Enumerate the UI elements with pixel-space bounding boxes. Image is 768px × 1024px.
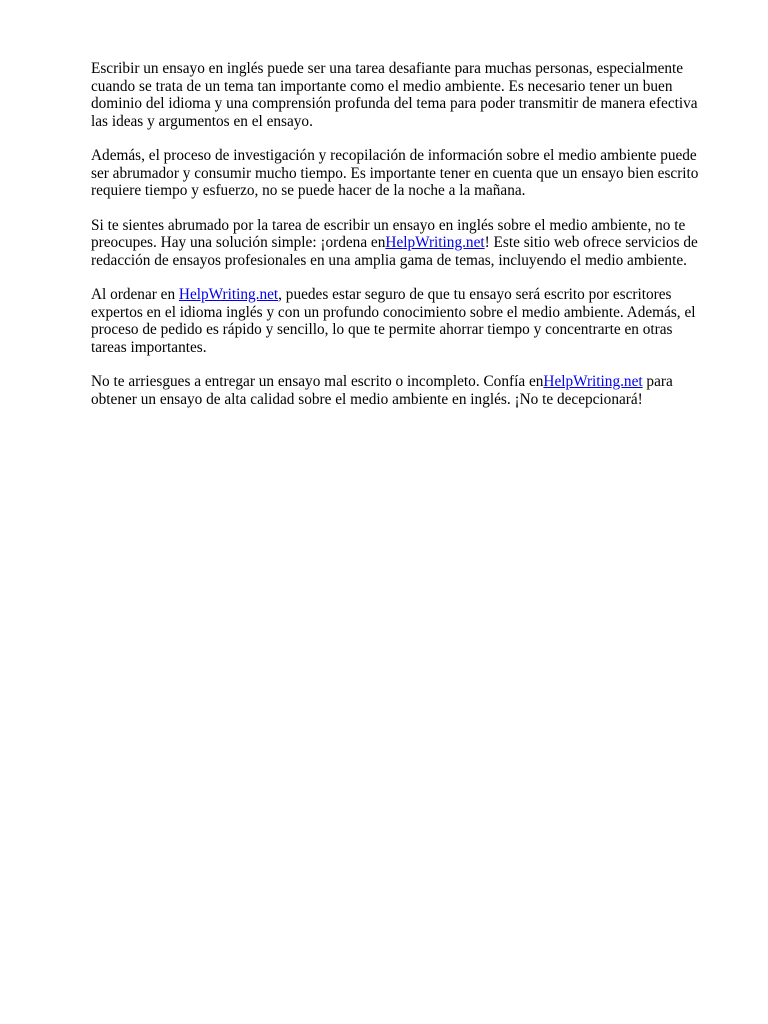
helpwriting-link-3[interactable]: HelpWriting.net [543,373,643,390]
paragraph-intro-text: Escribir un ensayo en inglés puede ser una tarea desafiante para muchas personas, especialmente cuando se trata de un tema tan importante como el medio ambiente. Es necesario tener un buen dominio del idioma y una comprensión profunda del tema para poder transmitir de manera efectiva las ideas y argumentos en el ensayo. [91,60,698,130]
paragraph-intro [91,60,711,130]
paragraph-ordering-text-before: Al ordenar en [91,286,179,303]
paragraph-ordering [91,286,711,356]
helpwriting-link-1[interactable]: HelpWriting.net [385,234,485,251]
paragraph-solution [91,217,711,270]
helpwriting-link-2[interactable]: HelpWriting.net [178,286,279,303]
paragraph-closing-text-before: No te arriesgues a entregar un ensayo mal escrito o incompleto. Confía en [91,373,544,390]
paragraph-solution-text-after: ! Este sitio web ofrece servicios de redacción de ensayos profesionales en una amplia gama de temas, incluyendo el medio ambiente. [91,234,698,269]
paragraph-closing-text-after: para obtener un ensayo de alta calidad sobre el medio ambiente en inglés. ¡No te decepcionará! [91,373,673,408]
paragraph-ordering-text-after: , puedes estar seguro de que tu ensayo será escrito por escritores expertos en el idioma inglés y con un profundo conocimiento sobre el medio ambiente. Además, el proceso de pedido es rápido y sencillo, lo que te permite ahorrar tiempo y concentrarte en otras tareas importantes. [91,286,696,356]
document-body [91,60,711,425]
paragraph-closing [91,373,711,408]
paragraph-solution-text-before: Si te sientes abrumado por la tarea de escribir un ensayo en inglés sobre el medio ambiente, no te preocupes. Hay una solución simple: ¡ordena en [91,216,686,251]
paragraph-research [91,147,711,200]
paragraph-research-text: Además, el proceso de investigación y recopilación de información sobre el medio ambiente puede ser abrumador y consumir mucho tiempo. Es importante tener en cuenta que un ensayo bien escrito requiere tiempo y esfuerzo, no se puede hacer de la noche a la mañana. [91,147,699,199]
